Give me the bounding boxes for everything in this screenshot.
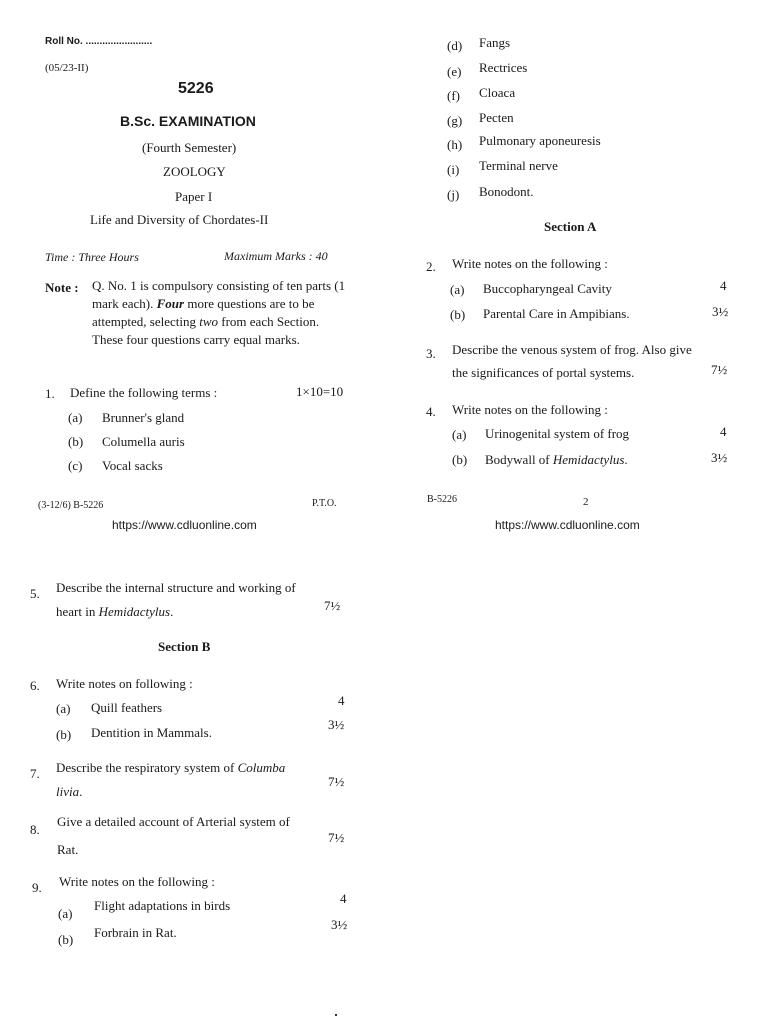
exam-title: B.Sc. EXAMINATION xyxy=(120,113,256,129)
q9-part-text: Flight adaptations in birds xyxy=(94,898,231,913)
q4-part-label: (a) xyxy=(452,427,467,442)
question-4-number: 4. xyxy=(426,404,436,419)
question-3-marks: 7½ xyxy=(711,362,728,377)
q9-part-marks: 3½ xyxy=(331,917,348,932)
q1-part-text: Rectrices xyxy=(479,60,528,75)
question-8-number: 8. xyxy=(30,822,40,837)
question-2-number: 2. xyxy=(426,259,436,274)
paper-title: Life and Diversity of Chordates-II xyxy=(90,212,269,227)
question-1-text: Define the following terms : xyxy=(70,385,218,400)
q6-part-marks: 4 xyxy=(338,693,345,708)
question-3-number: 3. xyxy=(426,346,436,361)
question-7-marks: 7½ xyxy=(328,774,345,789)
q2-part-marks: 3½ xyxy=(712,304,729,319)
paper-code: (05/23-II) xyxy=(45,62,89,74)
time-label: Time : Three Hours xyxy=(45,250,139,264)
website-url-right: https://www.cdluonline.com xyxy=(495,518,640,532)
q6-part-label: (b) xyxy=(56,727,72,742)
q1-part-text: Terminal nerve xyxy=(479,158,558,173)
q1-part-text: Cloaca xyxy=(479,85,516,100)
section-a-title: Section A xyxy=(544,219,597,234)
paper-label: Paper I xyxy=(175,189,213,204)
q4-part-marks: 4 xyxy=(720,424,727,439)
q2-part-label: (b) xyxy=(450,307,466,322)
question-8-marks: 7½ xyxy=(328,830,345,845)
q1-part-label: (a) xyxy=(68,410,83,425)
question-7-number: 7. xyxy=(30,766,40,781)
q1-part-text: Fangs xyxy=(479,35,511,50)
footer-code-right: B-5226 xyxy=(427,494,457,505)
note-text: Q. No. 1 is compulsory consisting of ten parts (1 mark each). Four more questions are to be attempted, selecting two from each Section. These four questions carry equal marks. xyxy=(92,278,346,347)
semester-label: (Fourth Semester) xyxy=(142,140,237,155)
question-9-number: 9. xyxy=(32,880,42,895)
q1-part-label: (f) xyxy=(447,88,460,103)
q9-part-label: (a) xyxy=(58,906,73,921)
q1-part-label: (e) xyxy=(447,64,462,79)
q1-part-text: Brunner's gland xyxy=(102,410,185,425)
q9-part-marks: 4 xyxy=(340,891,347,906)
q1-part-text: Pulmonary aponeuresis xyxy=(479,133,601,148)
q9-part-text: Forbrain in Rat. xyxy=(94,925,177,940)
question-7-line-1: Describe the respiratory system of Columba xyxy=(56,760,286,775)
q6-part-marks: 3½ xyxy=(328,717,345,732)
q4-part-text: Bodywall of Hemidactylus. xyxy=(485,452,628,467)
question-5-line-1: Describe the internal structure and working of xyxy=(56,580,296,595)
question-1-number: 1. xyxy=(45,386,55,401)
question-4-text: Write notes on the following : xyxy=(452,402,608,417)
q9-part-label: (b) xyxy=(58,932,74,947)
q1-part-label: (j) xyxy=(447,187,460,202)
question-6-text: Write notes on following : xyxy=(56,676,193,691)
q2-part-text: Parental Care in Ampibians. xyxy=(483,306,630,321)
roll-number-field: Roll No. ........................ xyxy=(45,36,153,47)
page-number: 2 xyxy=(583,496,589,508)
q2-part-label: (a) xyxy=(450,282,465,297)
q1-part-label: (i) xyxy=(447,162,460,177)
stray-dot xyxy=(335,1014,337,1016)
paper-number: 5226 xyxy=(178,80,214,97)
question-6-number: 6. xyxy=(30,678,40,693)
question-5-marks: 7½ xyxy=(324,598,341,613)
note-label: Note : xyxy=(45,280,79,295)
q6-part-text: Dentition in Mammals. xyxy=(91,725,212,740)
q4-part-text: Urinogenital system of frog xyxy=(485,426,630,441)
pto-label: P.T.O. xyxy=(312,498,337,509)
question-5-line-2: heart in Hemidactylus. xyxy=(56,604,174,619)
q6-part-label: (a) xyxy=(56,701,71,716)
question-7-line-2: livia. xyxy=(56,784,83,799)
question-1-marks: 1×10=10 xyxy=(296,384,344,399)
q1-part-text: Vocal sacks xyxy=(102,458,163,473)
question-8-line-2: Rat. xyxy=(57,842,79,857)
q1-part-text: Pecten xyxy=(479,110,514,125)
q2-part-marks: 4 xyxy=(720,278,727,293)
q6-part-text: Quill feathers xyxy=(91,700,163,715)
q1-part-label: (d) xyxy=(447,38,463,53)
question-8-line-1: Give a detailed account of Arterial system of xyxy=(57,814,290,829)
question-2-text: Write notes on the following : xyxy=(452,256,608,271)
question-9-text: Write notes on the following : xyxy=(59,874,215,889)
q1-part-label: (b) xyxy=(68,434,84,449)
question-5-number: 5. xyxy=(30,586,40,601)
question-3-line-1: Describe the venous system of frog. Also give xyxy=(452,342,692,357)
q1-part-label: (c) xyxy=(68,458,83,473)
website-url-left: https://www.cdluonline.com xyxy=(112,518,257,532)
q1-part-label: (g) xyxy=(447,113,463,128)
question-3-line-2: the significances of portal systems. xyxy=(452,365,635,380)
max-marks-label: Maximum Marks : 40 xyxy=(224,249,328,263)
q1-part-text: Columella auris xyxy=(102,434,185,449)
q1-part-label: (h) xyxy=(447,137,463,152)
subject-label: ZOOLOGY xyxy=(163,164,226,179)
section-b-title: Section B xyxy=(158,639,211,654)
q2-part-text: Buccopharyngeal Cavity xyxy=(483,281,612,296)
q4-part-label: (b) xyxy=(452,452,468,467)
q1-part-text: Bonodont. xyxy=(479,184,534,199)
q4-part-marks: 3½ xyxy=(711,450,728,465)
footer-code-left: (3-12/6) B-5226 xyxy=(38,500,104,511)
